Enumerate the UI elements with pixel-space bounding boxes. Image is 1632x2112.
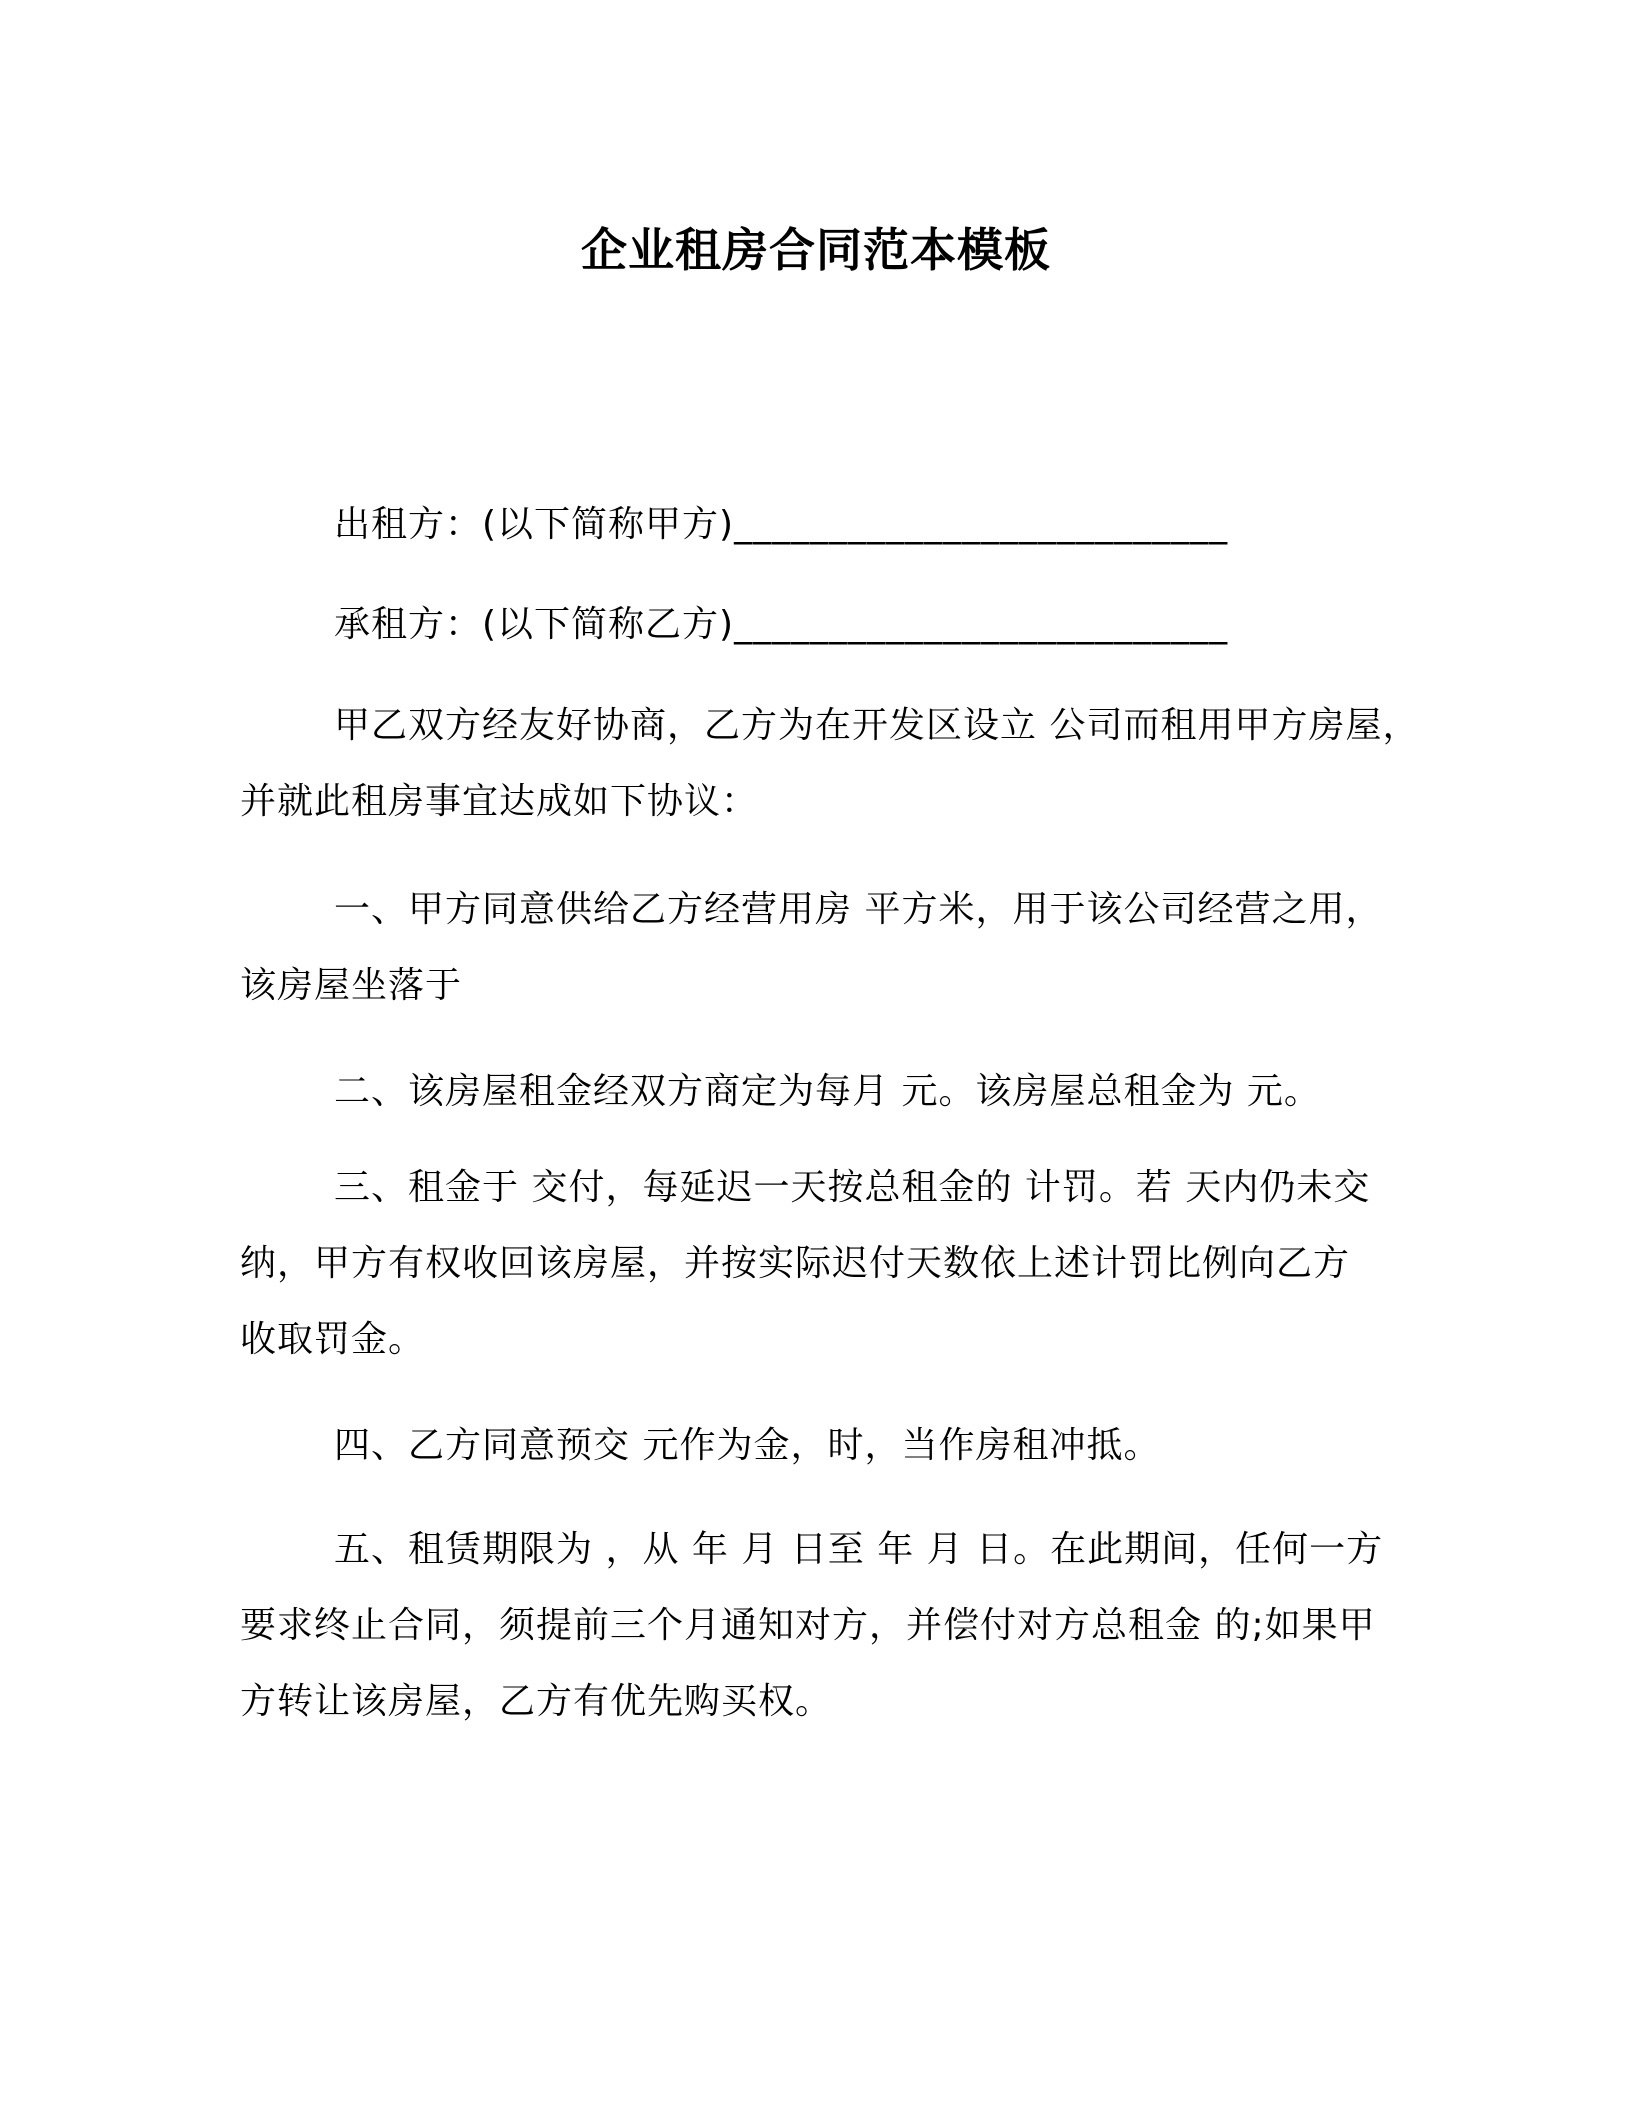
paragraph-line: 四、乙方同意预交 元作为金，时，当作房租冲抵。 bbox=[334, 1425, 1161, 1466]
paragraph-line: 收取罚金。 bbox=[240, 1319, 426, 1360]
paragraph-line: 要求终止合同，须提前三个月通知对方，并偿付对方总租金 的;如果甲 bbox=[240, 1605, 1376, 1646]
paragraph-line: 并就此租房事宜达成如下协议： bbox=[240, 781, 759, 822]
document-title: 企业租房合同范本模板 bbox=[581, 223, 1051, 277]
paragraph-line: 纳，甲方有权收回该房屋，并按实际迟付天数依上述计罚比例向乙方 bbox=[240, 1243, 1351, 1284]
lessee-line: 承租方：(以下简称乙方)__________________________ bbox=[334, 604, 1229, 645]
lessor-line: 出租方：(以下简称甲方)__________________________ bbox=[334, 504, 1229, 545]
clause-1-paragraph bbox=[240, 872, 1420, 1024]
clause-3-paragraph bbox=[240, 1150, 1420, 1378]
paragraph-line: 五、租赁期限为 ，从 年 月 日至 年 月 日。在此期间，任何一方 bbox=[334, 1529, 1384, 1570]
clause-4-paragraph bbox=[240, 1408, 1420, 1484]
paragraph-line: 该房屋坐落于 bbox=[240, 965, 463, 1006]
paragraph-line: 三、租金于 交付，每延迟一天按总租金的 计罚。若 天内仍未交 bbox=[334, 1167, 1371, 1208]
intro-paragraph bbox=[240, 688, 1420, 840]
clause-5-paragraph bbox=[240, 1512, 1420, 1740]
paragraph-line: 一、甲方同意供给乙方经营用房 平方米，用于该公司经营之用， bbox=[334, 889, 1383, 930]
paragraph-line: 二、该房屋租金经双方商定为每月 元。该房屋总租金为 元。 bbox=[334, 1071, 1321, 1112]
paragraph-line: 甲乙双方经友好协商，乙方为在开发区设立 公司而租用甲方房屋， bbox=[334, 705, 1420, 746]
paragraph-line: 方转让该房屋，乙方有优先购买权。 bbox=[240, 1681, 833, 1722]
clause-2-paragraph bbox=[240, 1054, 1420, 1130]
